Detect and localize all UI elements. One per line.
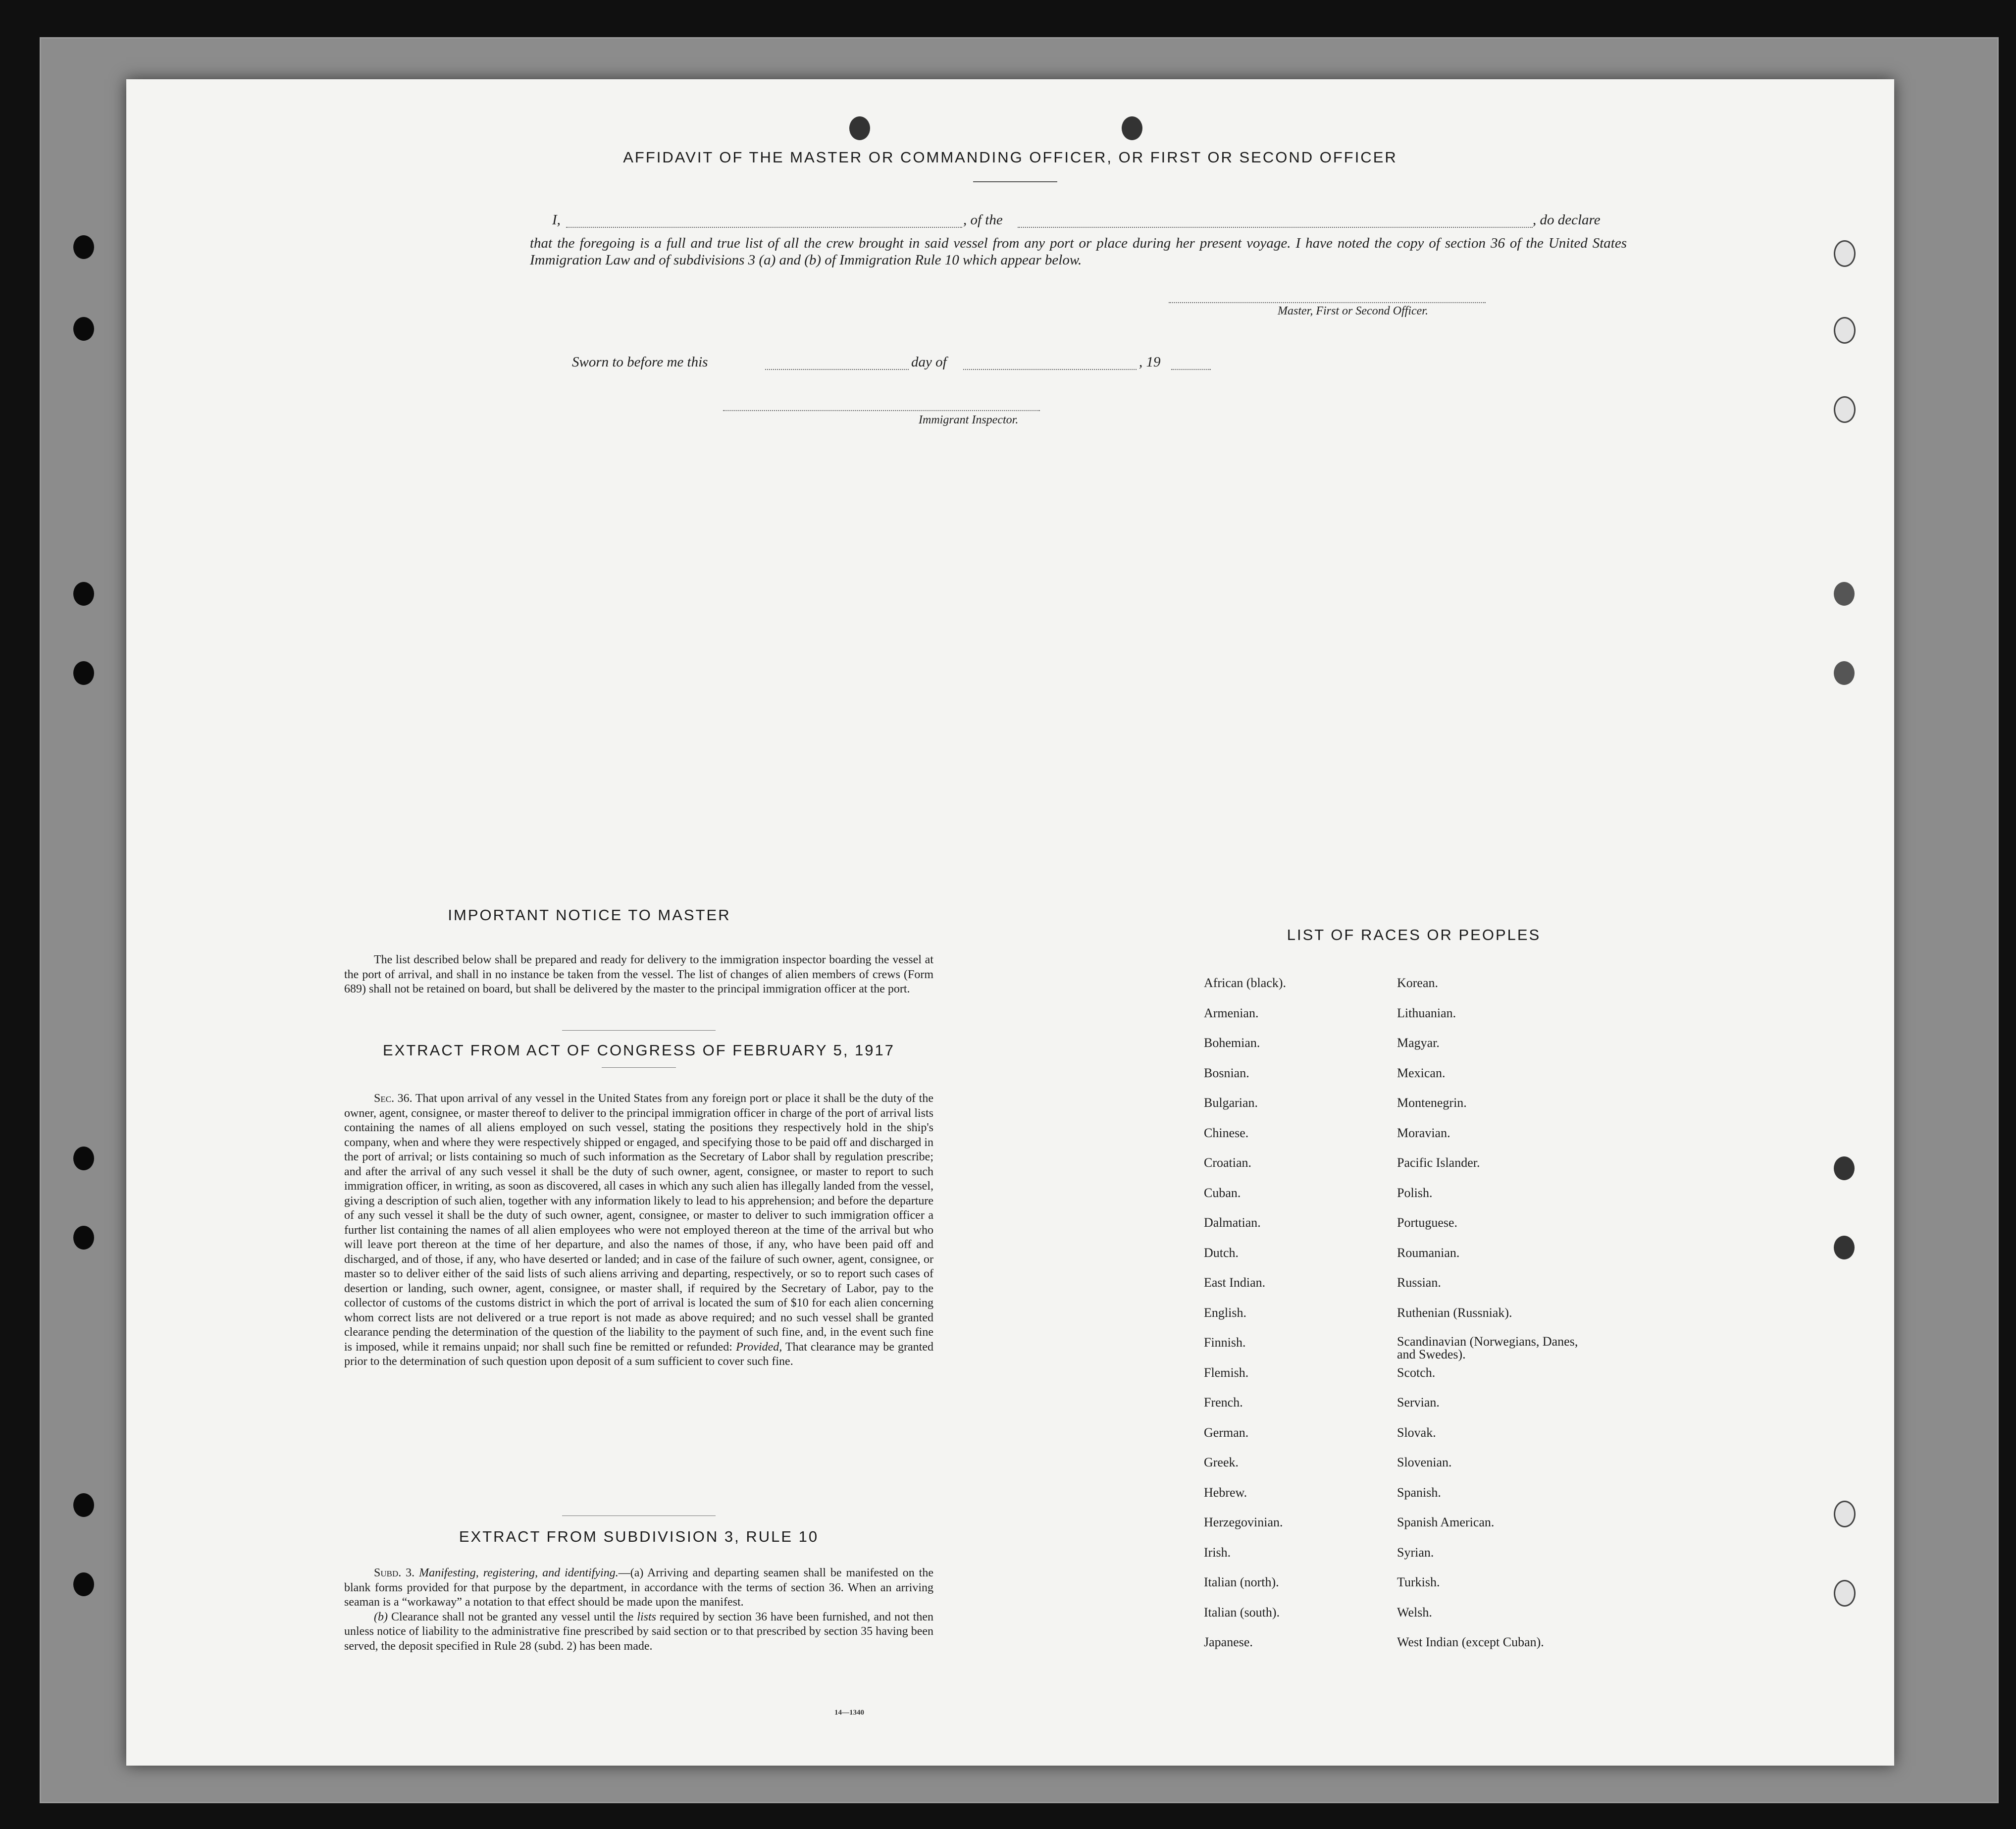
race-item: Polish. — [1397, 1186, 1433, 1200]
race-item: Servian. — [1397, 1395, 1440, 1410]
race-item: Bohemian. — [1204, 1036, 1260, 1050]
race-item: Ruthenian (Russniak). — [1397, 1306, 1512, 1320]
subd-a-body: Arriving and departing seamen shall be manifested on the blank forms provided for that purpose by the department, in accordance with the terms of section 36. When an arriving seaman is a “workaway” a notation to that effect should be made upon the manifest. — [344, 1567, 933, 1609]
race-item: Spanish. — [1397, 1485, 1441, 1500]
rule-body-block — [344, 1566, 933, 1654]
affidavit-title: AFFIDAVIT OF THE MASTER OR COMMANDING OFFICER, OR FIRST OR SECOND OFFICER — [623, 149, 1397, 166]
punch-hole — [1834, 1501, 1856, 1527]
act-body-end: That clearance may be granted prior to the determination of such question upon deposit of a sum sufficient to cover such fine. — [344, 1340, 933, 1368]
subd-heading: Manifesting, registering, and identifying. — [419, 1567, 619, 1579]
signature-label: Master, First or Second Officer. — [1278, 305, 1428, 317]
vessel-blank — [1018, 227, 1533, 228]
race-item: West Indian (except Cuban). — [1397, 1635, 1544, 1649]
race-item: Syrian. — [1397, 1545, 1434, 1560]
race-item: Montenegrin. — [1397, 1096, 1467, 1110]
subd-label: Subd. 3. — [374, 1567, 415, 1579]
punch-hole — [73, 1493, 94, 1517]
rule-title: EXTRACT FROM SUBDIVISION 3, RULE 10 — [459, 1528, 819, 1545]
race-item: Portuguese. — [1397, 1215, 1458, 1230]
punch-hole — [73, 1226, 94, 1250]
race-item: German. — [1204, 1425, 1249, 1440]
race-item: Armenian. — [1204, 1006, 1259, 1020]
race-item: Russian. — [1397, 1275, 1441, 1290]
race-item: Spanish American. — [1397, 1515, 1495, 1529]
month-blank — [963, 369, 1137, 370]
race-item: Japanese. — [1204, 1635, 1253, 1649]
race-item: African (black). — [1204, 976, 1287, 990]
punch-hole — [1834, 661, 1855, 685]
punch-hole — [73, 235, 94, 259]
act-body: That upon arrival of any vessel in the United States from any foreign port or place it shall be the duty of the owner, agent, consignee, or master thereof to deliver to the principal immigration officer in charge of the port of arrival lists containing the names of all aliens employed on such vessel, stating the positions they respectively hold in the ship's company, when and where they were respectively shipped or engaged, and specifying those to be paid off and discharged in the port of arrival; or lists containing so much of such information as the Secretary of Labor shall by regulation prescribe; and after the arrival of any such vessel it shall be the duty of such owner, agent, consignee, or master to report to such immigration officer, in writing, as soon as discovered, all cases in which any such alien has illegally landed from the vessel, giving a description of such alien, together with any information likely to lead to his apprehension; and before the departure of any such vessel it shall be the duty of such owner, agent, consignee, or master to deliver to such immigration officer a further list containing the names of all alien employees who were not employed thereon at the time of the arrival but who will leave port thereon at the time of her departure, and also the names of those, if any, who have been paid off and discharged, and of those, if any, who have deserted or landed; and in case of the failure of such owner, agent, consignee, or master so to deliver either of the said lists of such aliens arriving and departing, respectively, or so to report such cases of desertion or landing, such owner, agent, consignee, or master shall, if required by the Secretary of Labor, pay to the collector of customs of the customs district in which the port of arrival is located the sum of $10 for each alien concerning whom correct lists are not delivered or a true report is not made as above required; and no such vessel shall be granted clearance pending the determination of the question of the liability to the payment of such fine, and, in the event such fine is imposed, while it remains unpaid; nor shall such fine be remitted or refunded: — [344, 1092, 933, 1354]
affidavit-declare: , do declare — [1533, 212, 1601, 228]
section-label: Sec. 36. — [374, 1092, 413, 1105]
affidavit-body: that the foregoing is a full and true list of all the crew brought in said vessel from any port or place during her present voyage. I have noted the copy of section 36 of the United States Immigration Law and of subdivisions 3 (a) and (b) of Immigration Rule 10 which appear below. — [530, 235, 1627, 268]
race-item: Herzegovinian. — [1204, 1515, 1283, 1529]
punch-hole — [849, 116, 870, 140]
race-item: Croatian. — [1204, 1155, 1252, 1170]
race-item: Bosnian. — [1204, 1066, 1249, 1080]
race-item: Hebrew. — [1204, 1485, 1247, 1500]
race-item: Scotch. — [1397, 1365, 1436, 1380]
sworn-prefix: Sworn to before me this — [572, 354, 708, 370]
race-item: East Indian. — [1204, 1275, 1266, 1290]
punch-hole — [1834, 1156, 1855, 1180]
divider — [562, 1515, 716, 1516]
race-item: Dutch. — [1204, 1246, 1239, 1260]
subd-b-lists: lists — [637, 1610, 656, 1623]
punch-hole — [73, 582, 94, 606]
race-item: Moravian. — [1397, 1126, 1450, 1140]
form-sheet — [126, 79, 1894, 1766]
race-item: Scandinavian (Norwegians, Danes, and Swedes). — [1397, 1334, 1578, 1361]
subd-a-label: —(a) — [618, 1567, 644, 1579]
races-title: LIST OF RACES OR PEOPLES — [1287, 926, 1541, 943]
affidavit-of-the: , of the — [963, 212, 1003, 228]
race-item: Italian (north). — [1204, 1575, 1279, 1589]
signature-blank — [1169, 302, 1486, 303]
punch-hole — [1834, 1580, 1856, 1607]
race-item: Dalmatian. — [1204, 1215, 1261, 1230]
race-item: Roumanian. — [1397, 1246, 1460, 1260]
race-item: Chinese. — [1204, 1126, 1249, 1140]
affidavit-i: I, — [552, 212, 561, 228]
form-number: 14—1340 — [834, 1709, 864, 1717]
act-body-block — [344, 1092, 933, 1369]
divider — [973, 181, 1057, 182]
punch-hole — [1834, 240, 1856, 267]
divider — [562, 1030, 716, 1031]
notice-title: IMPORTANT NOTICE TO MASTER — [448, 906, 731, 924]
race-item: Finnish. — [1204, 1335, 1246, 1350]
year-blank — [1171, 369, 1211, 370]
punch-hole — [73, 1572, 94, 1596]
race-item: Magyar. — [1397, 1036, 1440, 1050]
punch-hole — [73, 1147, 94, 1170]
race-item: Cuban. — [1204, 1186, 1241, 1200]
race-item: Greek. — [1204, 1455, 1239, 1469]
subd-b-label: (b) — [374, 1610, 388, 1623]
race-item: Italian (south). — [1204, 1605, 1280, 1620]
divider — [602, 1067, 676, 1068]
race-item: Mexican. — [1397, 1066, 1446, 1080]
notice-body: The list described below shall be prepared and ready for delivery to the immigration inspector boarding the vessel at the port of arrival, and shall in no instance be taken from the vessel. The list of changes of alien members of crews (Form 689) shall not be retained on board, but shall be delivered by the master to the principal immigration officer at the port. — [344, 953, 933, 995]
act-provided: Provided, — [736, 1340, 782, 1354]
subd-b-body-1: Clearance shall not be granted any vessel until the — [391, 1610, 634, 1623]
race-item: Pacific Islander. — [1397, 1155, 1480, 1170]
race-item: Welsh. — [1397, 1605, 1432, 1620]
race-item: Slovak. — [1397, 1425, 1436, 1440]
race-item: Korean. — [1397, 976, 1439, 990]
sworn-year: , 19 — [1139, 354, 1161, 370]
punch-hole — [1834, 1236, 1855, 1259]
race-item: Turkish. — [1397, 1575, 1440, 1589]
race-item: Flemish. — [1204, 1365, 1249, 1380]
subd-b-body-2: required by section 36 have been furnished, and not then unless notice of liability to the administrative fine prescribed by said section or to that prescribed by section 35 having been served, the deposit specified in Rule 28 (subd. 2) has been made. — [344, 1610, 933, 1653]
race-item: Lithuanian. — [1397, 1006, 1456, 1020]
punch-hole — [73, 661, 94, 685]
race-item: French. — [1204, 1395, 1243, 1410]
race-item: Bulgarian. — [1204, 1096, 1258, 1110]
race-item: English. — [1204, 1306, 1246, 1320]
sworn-day-of: day of — [911, 354, 947, 370]
name-blank — [566, 227, 962, 228]
punch-hole — [1122, 116, 1142, 140]
punch-hole — [1834, 317, 1856, 344]
race-item: Irish. — [1204, 1545, 1231, 1560]
punch-hole — [1834, 396, 1856, 423]
day-blank — [765, 369, 909, 370]
act-title: EXTRACT FROM ACT OF CONGRESS OF FEBRUARY 5, 1917 — [382, 1042, 895, 1059]
inspector-label: Immigrant Inspector. — [919, 414, 1019, 426]
race-item: Slovenian. — [1397, 1455, 1452, 1469]
punch-hole — [73, 317, 94, 341]
inspector-blank — [723, 410, 1040, 411]
punch-hole — [1834, 582, 1855, 606]
